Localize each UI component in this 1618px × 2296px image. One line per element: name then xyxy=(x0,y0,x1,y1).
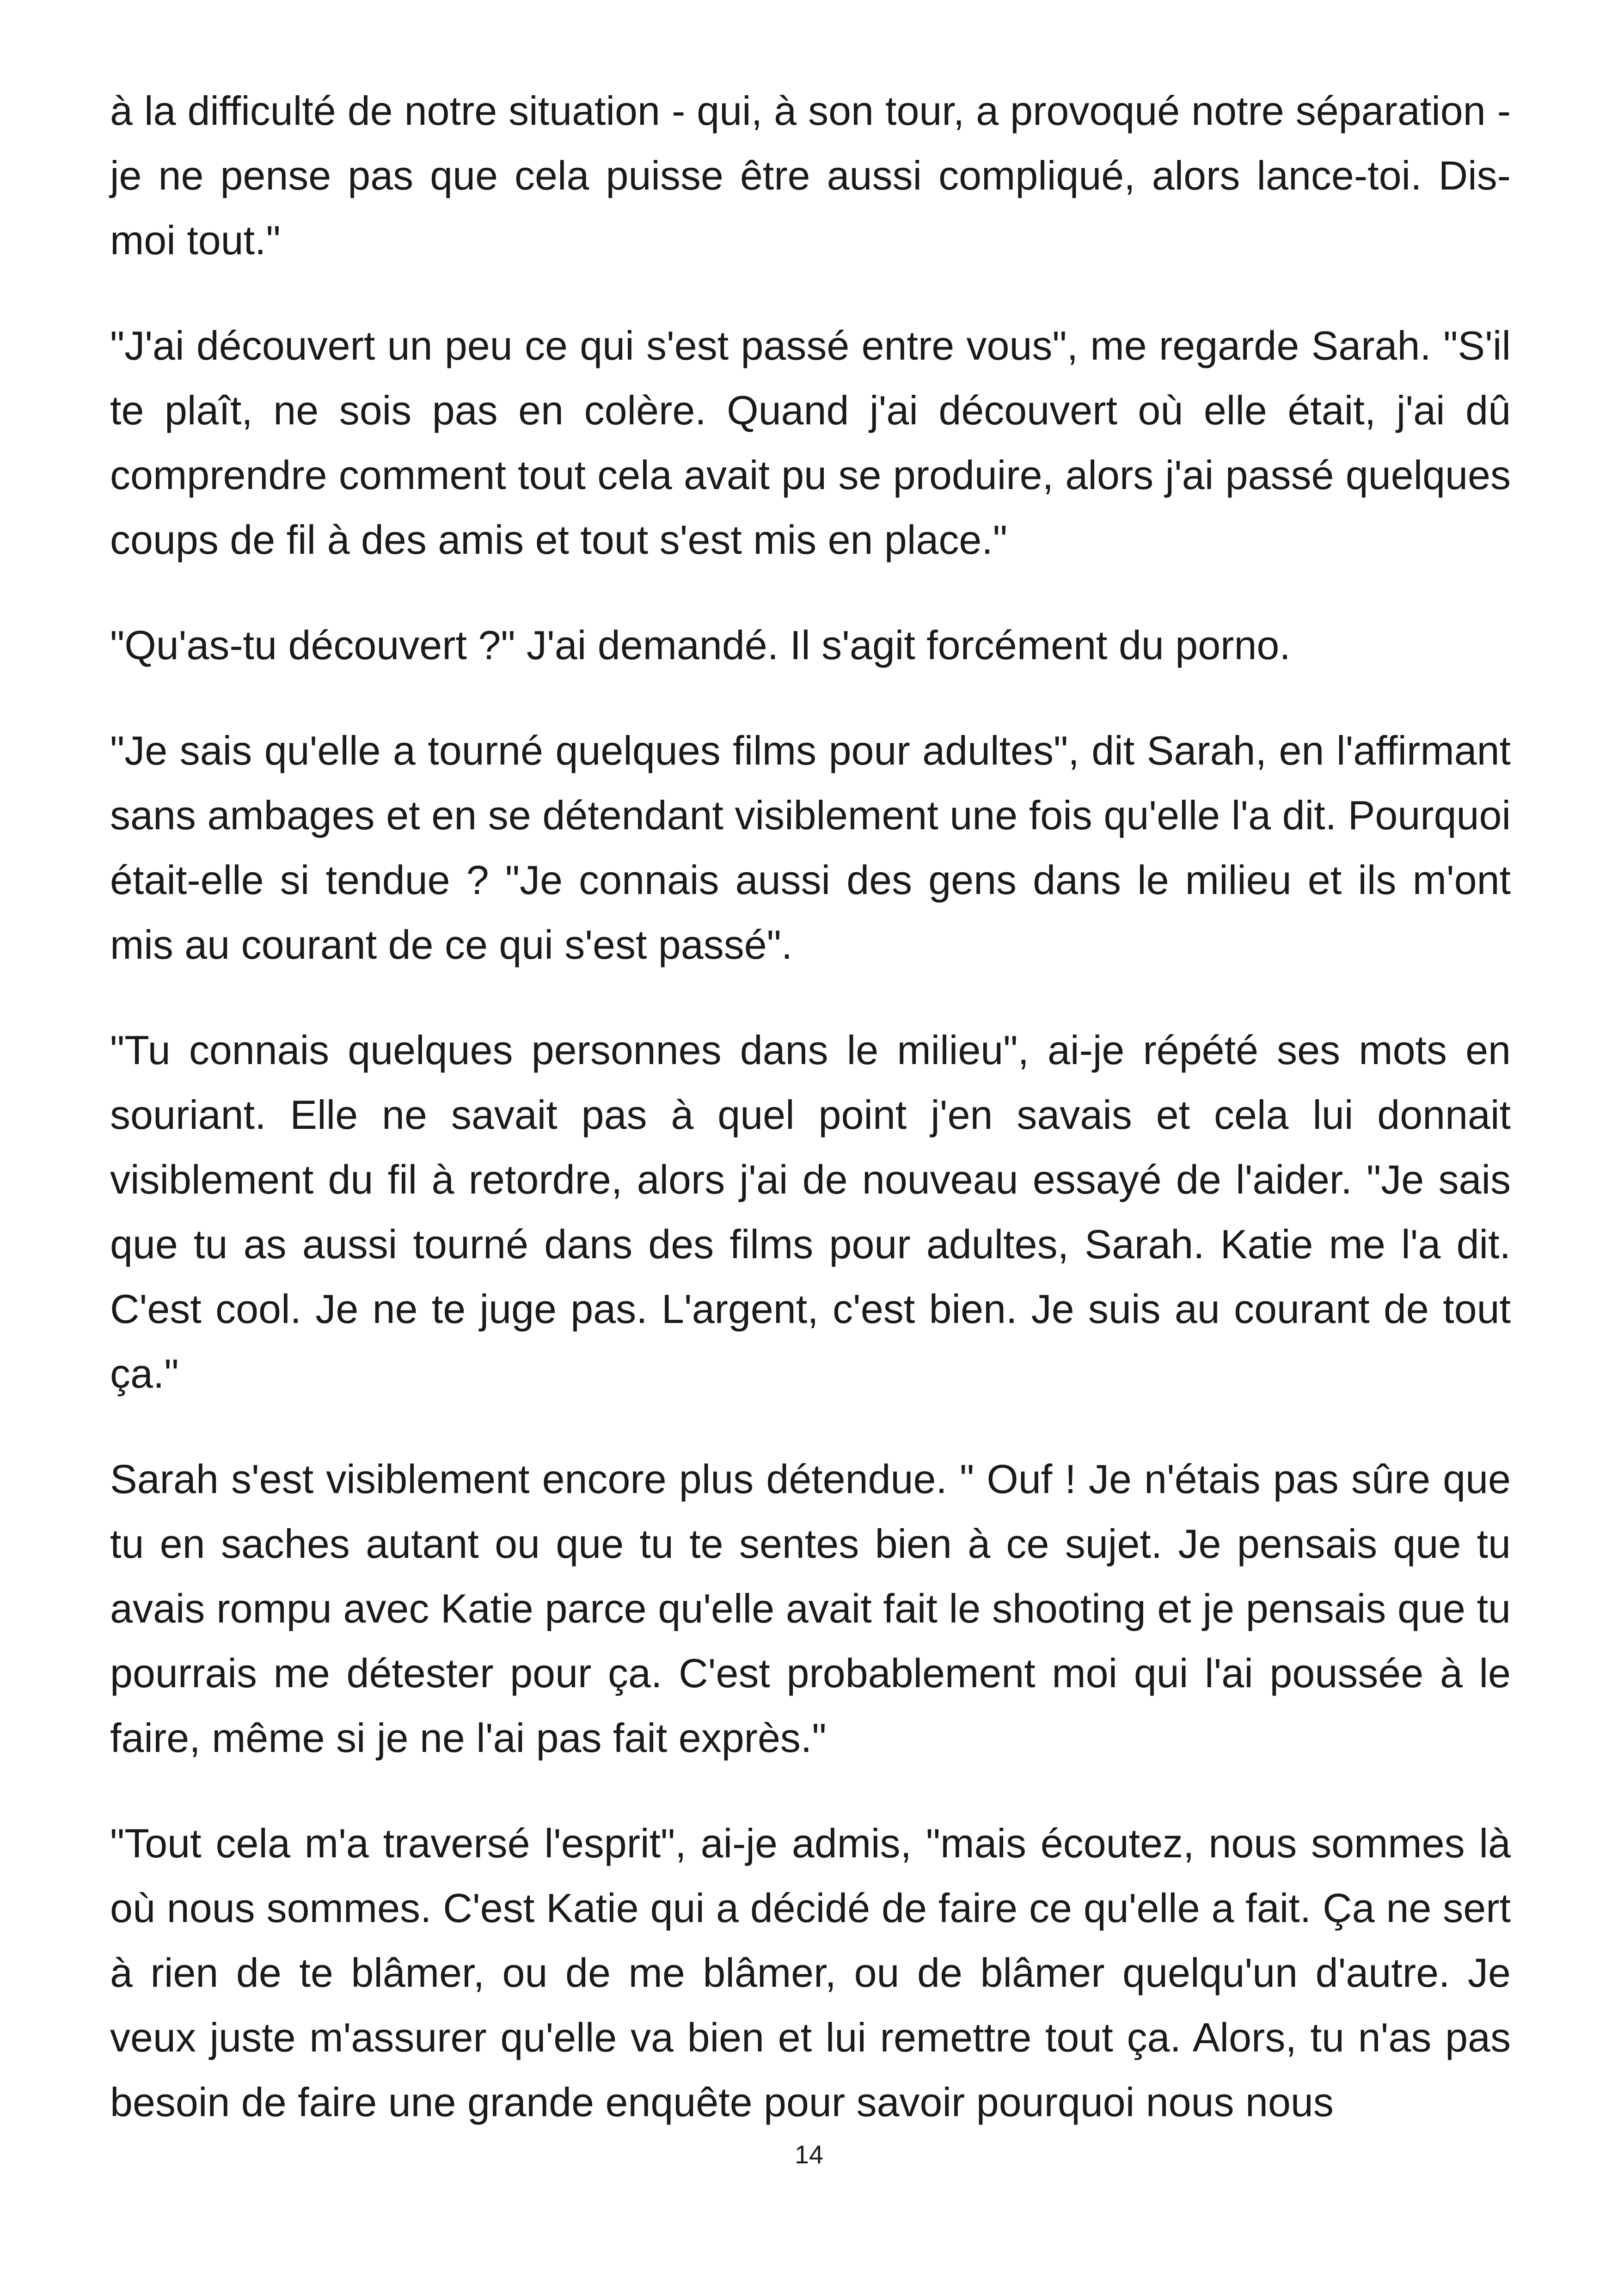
page-number: 14 xyxy=(794,2140,824,2169)
body-text xyxy=(110,79,1511,2175)
paragraph: "Qu'as-tu découvert ?" J'ai demandé. Il s'agit forcément du porno. xyxy=(110,622,1291,668)
paragraph: "J'ai découvert un peu ce qui s'est passé entre vous", me regarde Sarah. "S'il te plaît, ne sois pas en colère. Quand j'ai découvert où elle était, j'ai dû comprendre comment tout cela avait pu se produire, alors j'ai passé quelques coups de fil à des amis et tout s'est mis en place." xyxy=(110,323,1511,563)
paragraph: "Je sais qu'elle a tourné quelques films pour adultes", dit Sarah, en l'affirmant sans ambages et en se détendant visiblement une fois qu'elle l'a dit. Pourquoi était-elle si tendue ? "Je connais aussi des gens dans le milieu et ils m'ont mis au courant de ce qui s'est passé". xyxy=(110,728,1511,967)
paragraph: à la difficulté de notre situation - qui, à son tour, a provoqué notre séparation - je ne pense pas que cela puisse être aussi compliqué, alors lance-toi. Dis-moi tout." xyxy=(110,88,1511,263)
paragraph: "Tout cela m'a traversé l'esprit", ai-je admis, "mais écoutez, nous sommes là où nous sommes. C'est Katie qui a décidé de faire ce qu'elle a fait. Ça ne sert à rien de te blâmer, ou de me blâmer, ou de blâmer quelqu'un d'autre. Je veux juste m'assurer qu'elle va bien et lui remettre tout ça. Alors, tu n'as pas besoin de faire une grande enquête pour savoir pourquoi nous nous xyxy=(110,1820,1511,2125)
paragraph: Sarah s'est visiblement encore plus détendue. " Ouf ! Je n'étais pas sûre que tu en saches autant ou que tu te sentes bien à ce sujet. Je pensais que tu avais rompu avec Katie parce qu'elle avait fait le shooting et je pensais que tu pourrais me détester pour ça. C'est probablement moi qui l'ai poussée à le faire, même si je ne l'ai pas fait exprès." xyxy=(110,1456,1511,1761)
paragraph: "Tu connais quelques personnes dans le milieu", ai-je répété ses mots en souriant. Elle ne savait pas à quel point j'en savais et cela lui donnait visiblement du fil à retordre, alors j'ai de nouveau essayé de l'aider. "Je sais que tu as aussi tourné dans des films pour adultes, Sarah. Katie me l'a dit. C'est cool. Je ne te juge pas. L'argent, c'est bien. Je suis au courant de tout ça." xyxy=(110,1027,1511,1396)
